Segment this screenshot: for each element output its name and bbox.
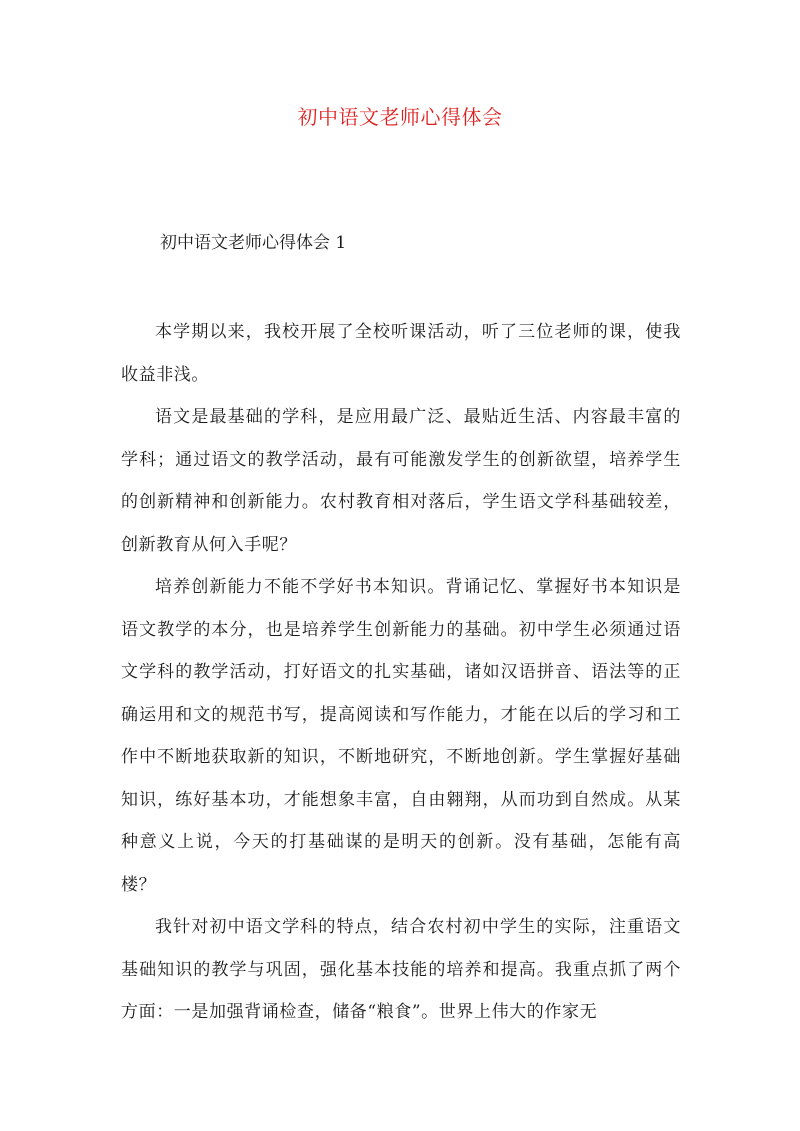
paragraph: 我针对初中语文学科的特点，结合农村初中学生的实际，注重语文基础知识的教学与巩固，强化基本技能的培养和提高。我重点抓了两个方面：一是加强背诵检查，储备“粮食”。世界上伟大的作家无 xyxy=(121,917,681,1022)
paragraph: 培养创新能力不能不学好书本知识。背诵记忆、掌握好书本知识是语文教学的本分，也是培养学生创新能力的基础。初中学生必须通过语文学科的教学活动，打好语文的扎实基础，诸如汉语拼音、语法等的正确运用和文的规范书写，提高阅读和写作能力，才能在以后的学习和工作中不断地获取新的知识，不断地研究，不断地创新。学生掌握好基础知识，练好基本功，才能想象丰富，自由翱翔，从而功到自然成。从某种意义上说，今天的打基础谋的是明天的创新。没有基础，怎能有高楼？ xyxy=(121,577,681,895)
section-heading: 初中语文老师心得体会 1 xyxy=(160,233,347,253)
paragraph: 本学期以来，我校开展了全校听课活动，听了三位老师的课，使我收益非浅。 xyxy=(121,322,681,385)
paragraph: 语文是最基础的学科，是应用最广泛、最贴近生活、内容最丰富的学科；通过语文的教学活动，最有可能激发学生的创新欲望，培养学生的创新精神和创新能力。农村教育相对落后，学生语文学科基础较差，创新教育从何入手呢？ xyxy=(121,407,681,555)
document-body xyxy=(121,311,681,1034)
document-title: 初中语文老师心得体会 xyxy=(297,105,503,129)
